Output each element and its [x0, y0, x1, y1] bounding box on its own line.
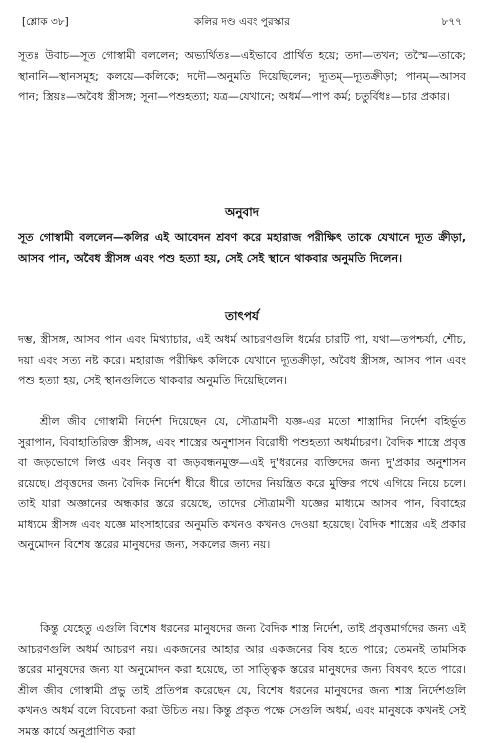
verse-reference: [শ্লোক ৩৮]: [22, 16, 69, 28]
purport-heading: তাৎপর্য: [225, 309, 259, 323]
word-synonyms: সূতঃ উবাচ—সূত গোস্বামী বললেন; অভ্যর্থিতঃ—এইভাবে প্রার্থিত হয়ে; তদা—তখন; তস্মৈ—তাকে; স্থানানি—স্থানসমূহ; কলয়ে—কলিকে; দদৌ—অনুমতি দিয়েছিলেন; দ্যূতম্—দ্যূতক্রীড়া; পানম্—আসব পান; স্ত্রিয়ঃ—অবৈধ স্ত্রীসঙ্গ; সূনা—পশুহত্যা; যত্র—যেখানে; অধর্ম—পাপ কর্ম; চতুর্বিধঃ—চার প্রকার।: [18, 49, 466, 103]
purport-paragraph-3: কিন্তু যেহেতু এগুলি বিশেষ ধরনের মানুষদের জন্য বৈদিক শাস্ত্র নির্দেশ, তাই প্রবৃত্তমার্গদের জন্য এই আচরণগুলি অধর্ম আচরণ নয়। একজনের আহার আর একজনের বিষ হতে পারে; তেমনই তামসিক স্তরের মানুষদের জন্য যা অনুমোদন করা হয়েছে, তা সাত্ত্বিক স্তরের মানুষদের জন্য বিষবৎ হতে পারে। শ্রীল জীব গোস্বামী প্রভু তাই প্রতিপন্ন করেছেন যে, বিশেষ ধরনের মানুষদের জন্য শাস্ত্র নির্দেশগুলি কখনও অধর্ম বলে বিবেচনা করা উচিত নয়। কিন্তু প্রকৃত পক্ষে সেগুলি অধর্ম, এবং মানুষকে কখনই সেই সমস্ত কার্যে অনুপ্রাণিত করা: [18, 622, 466, 738]
purport-paragraph-1: দম্ভ, স্ত্রীসঙ্গ, আসব পান এবং মিথ্যাচার, এই অধর্ম আচরণগুলি ধর্মের চারটি পা, যথা—তপশ্চর্যা, শৌচ, দয়া এবং সত্য নষ্ট করে। মহারাজ পরীক্ষিৎ কলিকে যেখানে দ্যূতক্রীড়া, অবৈধ স্ত্রীসঙ্গ, আসব পান এবং পশু হত্যা হয়, সেই স্থানগুলিতে থাকবার অনুমতি দিয়েছিলেন।: [18, 333, 466, 387]
page-number: ৮৭৭: [441, 16, 462, 28]
purport-body: [18, 330, 466, 743]
running-head: [18, 12, 466, 32]
translation-heading: অনুবাদ: [224, 205, 260, 219]
purport-paragraph-2: শ্রীল জীব গোস্বামী নির্দেশ দিয়েছেন যে, সৌত্রামণী যজ্ঞ-এর মতো শাস্ত্রাদির নির্দেশ বহির্ভূত সুরাপান, বিবাহাতিরিক্ত স্ত্রীসঙ্গ, এবং শাস্ত্রের অনুশাসন বিরোধী পশুহত্যা অধর্মাচরণ। বৈদিক শাস্ত্রে প্রবৃত্ত বা জড়ভোগে লিপ্ত এবং নিবৃত্ত বা জড়বন্ধনমুক্ত—এই দু'ধরনের ব্যক্তিদের জন্য দু'প্রকার অনুশাসন রয়েছে। প্রবৃত্তদের জন্য বৈদিক নির্দেশ ধীরে ধীরে তাদের নিয়ন্ত্রিত করে মুক্তির পথে এগিয়ে নিয়ে চলে। তাই যারা অজ্ঞানের অন্ধকার স্তরে রয়েছে, তাদের সৌত্রামণী যজ্ঞের মাধ্যমে আসব পান, বিবাহের মাধ্যমে স্ত্রীসঙ্গ এবং যজ্ঞে মাংসাহারের অনুমতি কখনও কখনও দেওয়া হয়েছে। বৈদিক শাস্ত্রের এই প্রকার অনুমোদন বিশেষ স্তরের মানুষদের জন্য, সকলের জন্য নয়।: [18, 415, 466, 551]
book-page: [18, 12, 466, 743]
chapter-title: কলির দণ্ড এবং পুরস্কার: [193, 16, 291, 28]
translation-text: সূত গোস্বামী বললেন—কলির এই আবেদন শ্রবণ করে মহারাজ পরীক্ষিৎ তাকে যেখানে দ্যূত ক্রীড়া, আসব পান, অবৈধ স্ত্রীসঙ্গ এবং পশু হত্যা হয়, সেই সেই স্থানে থাকবার অনুমতি দিলেন।: [18, 231, 466, 265]
